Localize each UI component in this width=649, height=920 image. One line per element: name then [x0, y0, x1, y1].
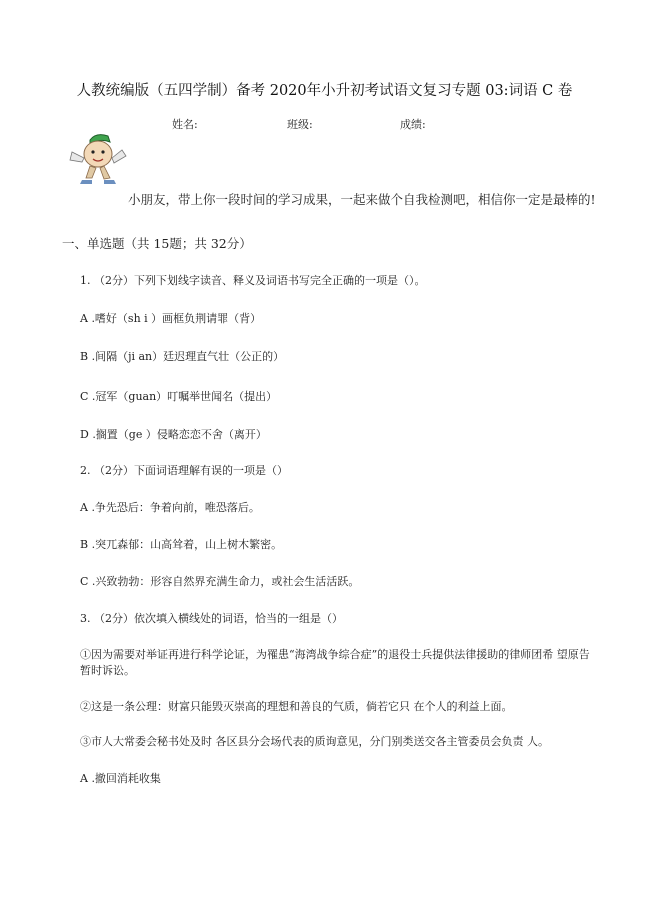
name-field-label: 姓名:	[172, 118, 198, 131]
question-1-stem: 1. （2分）下列下划线字读音、释义及词语书写完全正确的一项是（）。	[80, 274, 426, 287]
question-2-option-c: C .兴致勃勃：形容自然界充满生命力，或社会生活活跃。	[80, 575, 360, 588]
question-3-item-1: ①因为需要对举证再进行科学论证，为罹患“海湾战争综合症”的退役士兵提供法律援助的律师团希 望原告暂时诉讼。	[80, 648, 590, 677]
intro-text: 小朋友，带上你一段时间的学习成果，一起来做个自我检测吧，相信你一定是最棒的!	[128, 192, 596, 207]
question-2-stem: 2. （2分）下面词语理解有误的一项是（）	[80, 464, 288, 477]
question-3-item-3: ③市人大常委会秘书处及时 各区县分会场代表的质询意见，分门别类送交各主管委员会负责 人。	[80, 735, 549, 748]
question-3-item-2: ②这是一条公理：财富只能毁灭崇高的理想和善良的气质，倘若它只 在个人的利益上面。	[80, 700, 513, 713]
mascot-illustration	[60, 130, 130, 188]
section-heading: 一、单选题（共 15题；共 32分）	[62, 236, 252, 251]
question-1-option-d: D .搁置（ge ）侵略恋恋不舍（离开）	[80, 428, 267, 441]
question-3-stem: 3. （2分）依次填入横线处的词语，恰当的一组是（）	[80, 612, 343, 625]
page-title: 人教统编版（五四学制）备考 2020年小升初考试语文复习专题 03:词语 C 卷	[76, 83, 573, 99]
question-1-option-a: A .嗜好（sh i ）画框负荆请罪（背）	[80, 312, 262, 325]
score-field-label: 成绩:	[400, 118, 426, 131]
question-2-option-a: A .争先恐后：争着向前，唯恐落后。	[80, 501, 260, 514]
question-3-option-a: A .撤回消耗收集	[80, 772, 161, 785]
question-1-option-b: B .间隔（ji an）廷迟理直气壮（公正的）	[80, 350, 285, 363]
class-field-label: 班级:	[287, 118, 313, 131]
question-2-option-b: B .突兀森郁：山高耸着，山上树木繁密。	[80, 538, 283, 551]
question-1-option-c: C .冠军（guan）叮嘱举世闻名（提出）	[80, 390, 278, 403]
